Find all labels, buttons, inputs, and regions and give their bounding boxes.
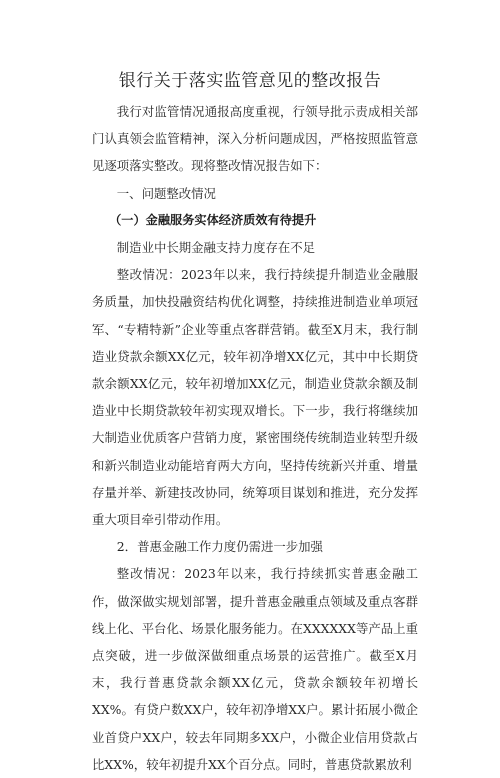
intro-paragraph: 我行对监管情况通报高度重视，行领导批示责成相关部门认真领会监管精神，深入分析问题成因，严格按照监管意见逐项落实整改。现将整改情况报告如下： xyxy=(92,104,418,174)
document-title: 银行关于落实监管意见的整改报告 xyxy=(118,71,382,91)
rectification-paragraph-2: 整改情况：2023年以来，我行持续抓实普惠金融工作，做深做实规划部署，提升普惠金融重点领域及重点客群线上化、平台化、场景化服务能力。在XXXXXX等产品上重点突破，进一步做深做细重点场景的运营推广。截至X月末，我行普惠贷款余额XX亿元，贷款余额较年初增长XX%。有贷户数XX户，较年初净增XX户。累计拓展小微企业首贷户XX户，较去年同期多XX户，小微企业信用贷款占比XX%，较年初提升XX个百分点。同时，普惠贷款累放利 xyxy=(92,566,418,772)
issue-title-1: 制造业中长期金融支持力度存在不足 xyxy=(116,240,316,256)
issue-title-2: 2．普惠金融工作力度仍需进一步加强 xyxy=(116,539,323,555)
section-heading: 一、问题整改情况 xyxy=(116,185,216,201)
rectification-paragraph-1: 整改情况：2023年以来，我行持续提升制造业金融服务质量，加快投融资结构优化调整，持续推进制造业单项冠军、“专精特新”企业等重点客群营销。截至X月末，我行制造业贷款余额XX亿元，较年初净增XX亿元，其中中长期贷款余额XX亿元，较年初增加XX亿元，制造业贷款余额及制造业中长期贷款较年初实现双增长。下一步，我行将继续加大制造业优质客户营销力度，紧密围绕传统制造业转型升级和新兴制造业动能培育两大方向，坚持传统新兴并重、增量存量并举、新建技改协同，统筹项目谋划和推进，充分发挥重大项目牵引带动作用。 xyxy=(92,267,418,528)
document-body xyxy=(92,98,418,778)
subsection-heading: （一）金融服务实体经济质效有待提升 xyxy=(109,212,317,227)
